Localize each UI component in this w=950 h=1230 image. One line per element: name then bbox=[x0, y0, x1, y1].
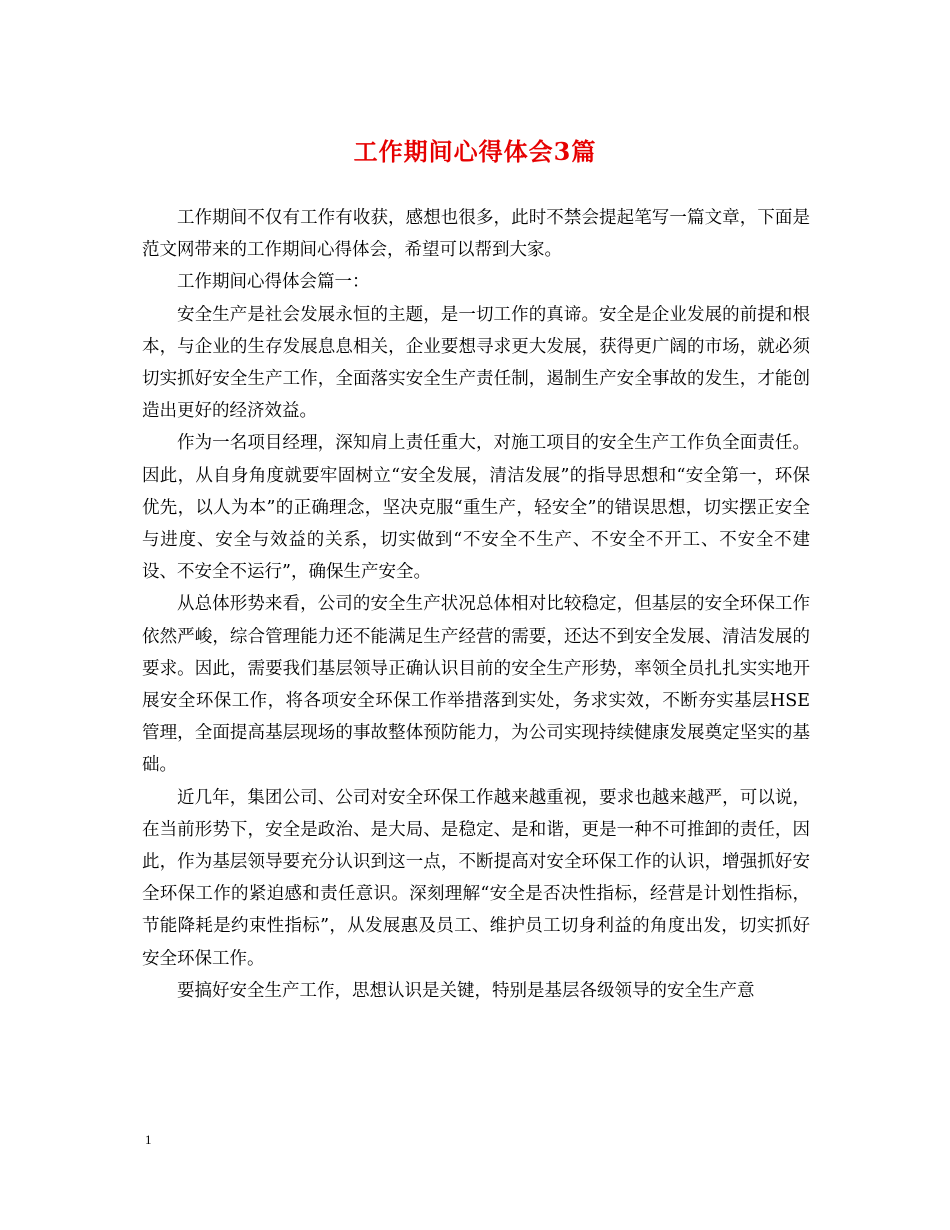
paragraph: 近几年，集团公司、公司对安全环保工作越来越重视，要求也越来越严，可以说，在当前形势下，安全是政治、是大局、是稳定、是和谐，更是一种不可推卸的责任，因此，作为基层领导要充分认识到这一点，不断提高对安全环保工作的认识，增强抓好安全环保工作的紧迫感和责任意识。深刻理解“安全是否决性指标，经营是计划性指标，节能降耗是约束性指标”，从发展惠及员工、维护员工切身利益的角度出发，切实抓好安全环保工作。 bbox=[142, 787, 810, 969]
paragraph: 安全生产是社会发展永恒的主题，是一切工作的真谛。安全是企业发展的前提和根本，与企业的生存发展息息相关，企业要想寻求更大发展，获得更广阔的市场，就必须切实抓好安全生产工作，全面落实安全生产责任制，遏制生产安全事故的发生，才能创造出更好的经济效益。 bbox=[142, 304, 810, 422]
paragraph-intro: 工作期间不仅有工作有收获，感想也很多，此时不禁会提起笔写一篇文章，下面是范文网带来的工作期间心得体会，希望可以帮到大家。 bbox=[142, 208, 810, 261]
document-body bbox=[142, 202, 810, 1007]
paragraph: 作为一名项目经理，深知肩上责任重大，对施工项目的安全生产工作负全面责任。因此，从自身角度就要牢固树立“安全发展，清洁发展”的指导思想和“安全第一，环保优先，以人为本”的正确理念，坚决克服“重生产，轻安全”的错误思想，切实摆正安全与进度、安全与效益的关系，切实做到“不安全不生产、不安全不开工、不安全不建设、不安全不运行”，确保生产安全。 bbox=[142, 433, 810, 583]
paragraph: 从总体形势来看，公司的安全生产状况总体相对比较稳定，但基层的安全环保工作依然严峻，综合管理能力还不能满足生产经营的需要，还达不到安全发展、清洁发展的要求。因此，需要我们基层领导正确认识目前的安全生产形势，率领全员扎扎实实地开展安全环保工作，将各项安全环保工作举措落到实处，务求实效，不断夯实基层HSE管理，全面提高基层现场的事故整体预防能力，为公司实现持续健康发展奠定坚实的基础。 bbox=[142, 594, 810, 776]
paragraph: 要搞好安全生产工作，思想认识是关键，特别是基层各级领导的安全生产意 bbox=[177, 980, 755, 1001]
document-title: 工作期间心得体会3篇 bbox=[353, 137, 597, 166]
section-heading: 工作期间心得体会篇一： bbox=[177, 272, 370, 293]
page-number: 1 bbox=[145, 1132, 152, 1147]
